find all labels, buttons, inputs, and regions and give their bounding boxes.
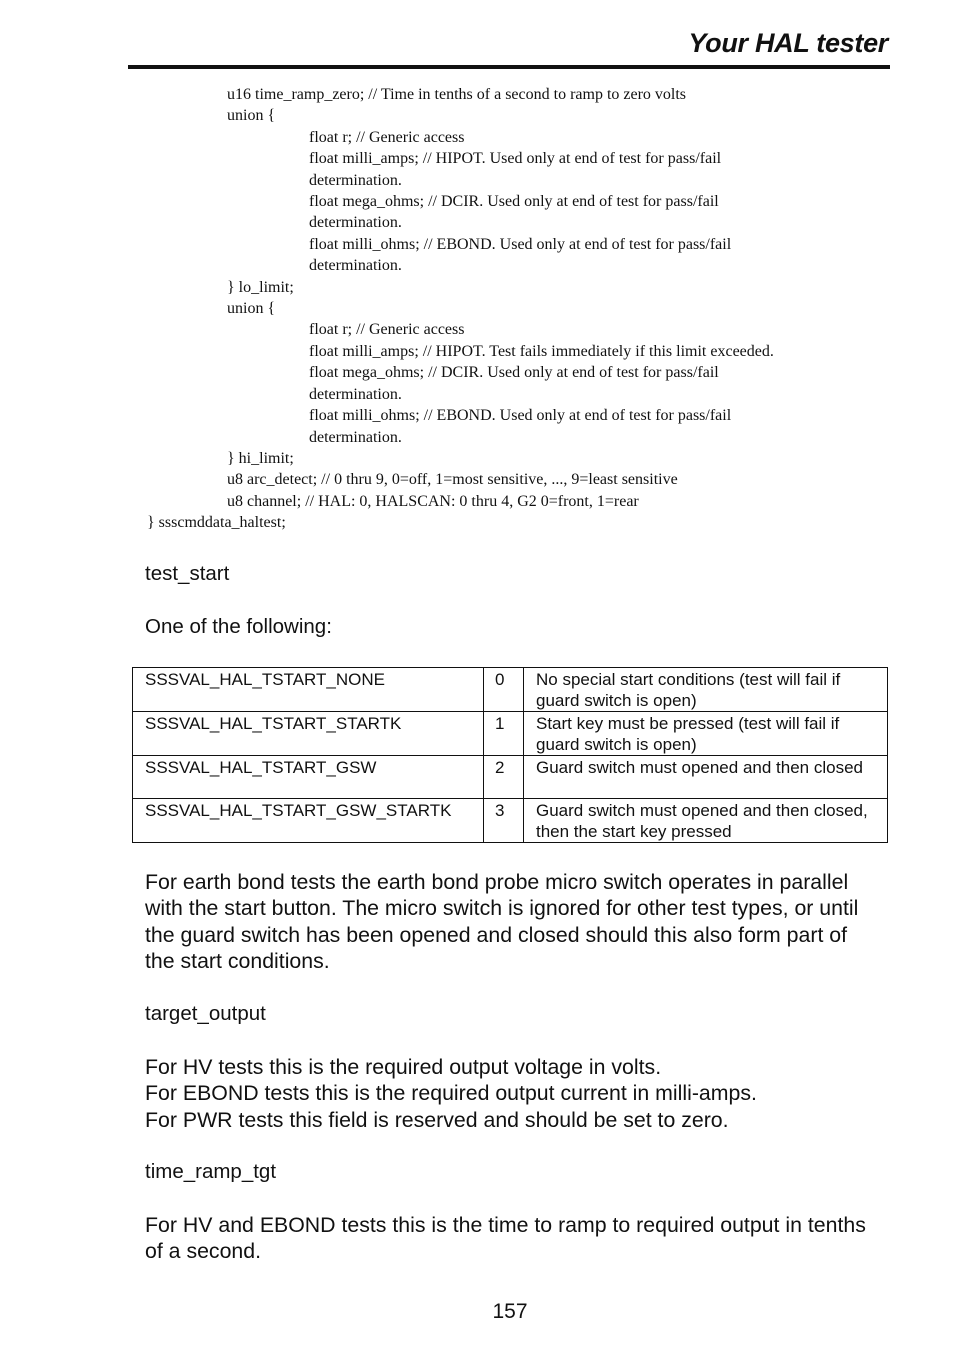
code-line: } hi_limit; [227, 449, 294, 467]
constant-value-cell: 2 [484, 756, 524, 799]
constant-name-cell: SSSVAL_HAL_TSTART_GSW [133, 756, 484, 799]
one-of-following-text: One of the following: [145, 615, 332, 638]
code-line: } lo_limit; [227, 278, 294, 296]
code-line: } ssscmddata_haltest; [147, 514, 286, 532]
description-cell: Guard switch must opened and then closed [524, 756, 888, 799]
description-cell: Start key must be pressed (test will fail if guard switch is open) [524, 712, 888, 756]
code-line: float mega_ohms; // DCIR. Used only at end of test for pass/fail [309, 364, 719, 382]
constant-name-cell: SSSVAL_HAL_TSTART_STARTK [133, 712, 484, 756]
target-output-line-hv: For HV tests this is the required output voltage in volts. [145, 1055, 662, 1079]
target-output-line-ebond: For EBOND tests this is the required output current in milli-amps. [145, 1081, 757, 1106]
code-line: u16 time_ramp_zero; // Time in tenths of a second to ramp to zero volts [227, 86, 687, 103]
heading-test-start: test_start [145, 562, 230, 585]
code-line: u8 channel; // HAL: 0, HALSCAN: 0 thru 4, G2 0=front, 1=rear [227, 492, 639, 510]
test-start-table [132, 667, 888, 843]
constant-name-cell: SSSVAL_HAL_TSTART_NONE [133, 668, 484, 712]
table-row [133, 799, 888, 843]
code-line: float r; // Generic access [309, 128, 465, 146]
code-line: determination. [309, 257, 402, 275]
code-line: u8 arc_detect; // 0 thru 9, 0=off, 1=most sensitive, ..., 9=least sensitive [227, 471, 678, 489]
code-line: float mega_ohms; // DCIR. Used only at end of test for pass/fail [309, 193, 719, 211]
target-output-line-pwr: For PWR tests this field is reserved and should be set to zero. [145, 1107, 729, 1132]
code-listing [0, 84, 954, 534]
code-line: float milli_ohms; // EBOND. Used only at end of test for pass/fail [309, 235, 732, 253]
running-header-title: Your HAL tester [688, 28, 888, 58]
target-output-paragraph [145, 1054, 875, 1133]
time-ramp-tgt-paragraph: For HV and EBOND tests this is the time to ramp to required output in tenths of a second. [145, 1213, 866, 1264]
page-number: 157 [492, 1300, 528, 1323]
code-line: float milli_amps; // HIPOT. Used only at end of test for pass/fail [309, 150, 722, 168]
table-row [133, 668, 888, 712]
constant-value-cell: 0 [484, 668, 524, 712]
code-line: float milli_amps; // HIPOT. Test fails immediately if this limit exceeded. [309, 342, 774, 360]
code-line: determination. [309, 171, 402, 189]
code-line: float milli_ohms; // EBOND. Used only at end of test for pass/fail [309, 407, 732, 425]
heading-target-output: target_output [145, 1002, 266, 1025]
constant-name-cell: SSSVAL_HAL_TSTART_GSW_STARTK [133, 799, 484, 843]
header-rule [128, 65, 890, 69]
code-line: union { [227, 300, 276, 318]
constant-value-cell: 3 [484, 799, 524, 843]
code-line: float r; // Generic access [309, 321, 465, 339]
heading-time-ramp-tgt: time_ramp_tgt [145, 1160, 277, 1183]
code-line: determination. [309, 214, 402, 232]
code-line: determination. [309, 385, 402, 403]
table-row [133, 712, 888, 756]
description-cell: Guard switch must opened and then closed, then the start key pressed [524, 799, 888, 843]
code-line: union { [227, 107, 276, 125]
constant-value-cell: 1 [484, 712, 524, 756]
table-row [133, 756, 888, 799]
earth-bond-paragraph: For earth bond tests the earth bond probe micro switch operates in parallel with the start button. The micro switch is ignored for other test types, or until the guard switch has been opened and closed should this also form part of the start conditions. [145, 870, 859, 973]
description-cell: No special start conditions (test will fail if guard switch is open) [524, 668, 888, 712]
code-line: determination. [309, 428, 402, 446]
